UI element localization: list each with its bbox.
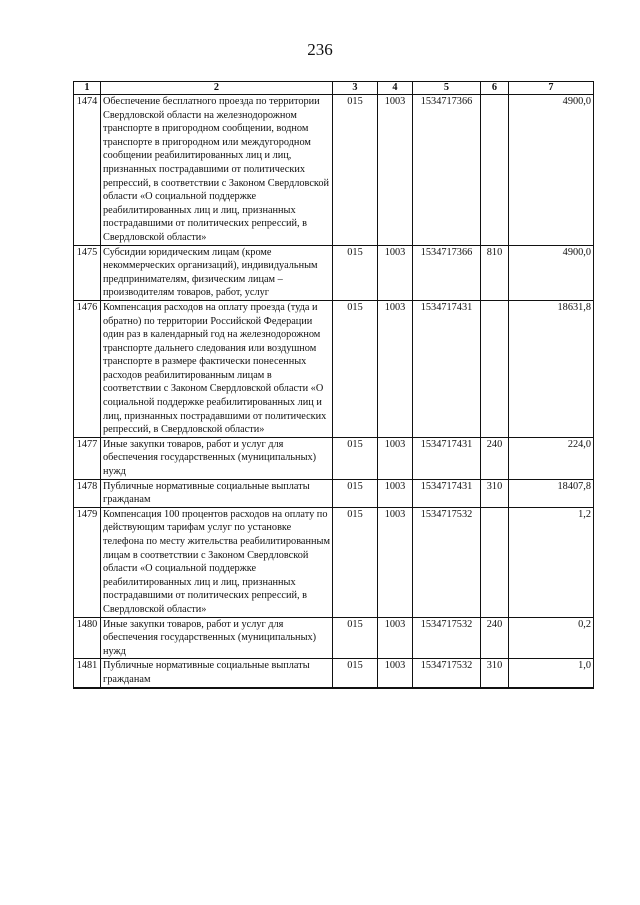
row-ministry-code: 015 bbox=[333, 95, 378, 246]
row-expense-type: 810 bbox=[481, 245, 509, 300]
row-target-code: 1534717431 bbox=[413, 437, 481, 479]
col-header-3: 3 bbox=[333, 82, 378, 95]
row-amount: 4900,0 bbox=[509, 245, 594, 300]
row-name: Обеспечение бесплатного проезда по территории Свердловской области на железнодорожном транспорте в пригородном сообщении, водном транспорте в пригородном или междугородном сообщении реабилитированных лиц и лиц, признанных пострадавшими от политических репрессий, в соответствии с Законом Свердловской области «О социальной поддержке реабилитированных лиц и лиц, признанных пострадавшими от политических репрессий, в Свердловской области» bbox=[101, 95, 333, 246]
col-header-6: 6 bbox=[481, 82, 509, 95]
row-section-code: 1003 bbox=[378, 245, 413, 300]
row-ministry-code: 015 bbox=[333, 437, 378, 479]
row-number: 1481 bbox=[74, 659, 101, 688]
row-amount: 224,0 bbox=[509, 437, 594, 479]
row-amount: 4900,0 bbox=[509, 95, 594, 246]
row-ministry-code: 015 bbox=[333, 617, 378, 659]
row-amount: 0,2 bbox=[509, 617, 594, 659]
row-expense-type bbox=[481, 300, 509, 437]
row-number: 1477 bbox=[74, 437, 101, 479]
row-expense-type: 240 bbox=[481, 617, 509, 659]
row-target-code: 1534717431 bbox=[413, 300, 481, 437]
row-number: 1480 bbox=[74, 617, 101, 659]
table-row bbox=[74, 479, 594, 507]
row-amount: 1,0 bbox=[509, 659, 594, 688]
row-expense-type bbox=[481, 507, 509, 617]
row-name: Публичные нормативные социальные выплаты гражданам bbox=[101, 479, 333, 507]
header-row bbox=[74, 82, 594, 95]
row-expense-type: 310 bbox=[481, 479, 509, 507]
row-name: Публичные нормативные социальные выплаты гражданам bbox=[101, 659, 333, 688]
col-header-4: 4 bbox=[378, 82, 413, 95]
row-section-code: 1003 bbox=[378, 507, 413, 617]
row-target-code: 1534717532 bbox=[413, 617, 481, 659]
table-row bbox=[74, 437, 594, 479]
col-header-2: 2 bbox=[101, 82, 333, 95]
row-ministry-code: 015 bbox=[333, 245, 378, 300]
row-expense-type bbox=[481, 95, 509, 246]
table-row bbox=[74, 245, 594, 300]
row-section-code: 1003 bbox=[378, 617, 413, 659]
row-name: Иные закупки товаров, работ и услуг для обеспечения государственных (муниципальных) нужд bbox=[101, 437, 333, 479]
row-ministry-code: 015 bbox=[333, 659, 378, 688]
row-name: Иные закупки товаров, работ и услуг для обеспечения государственных (муниципальных) нужд bbox=[101, 617, 333, 659]
row-number: 1479 bbox=[74, 507, 101, 617]
col-header-1: 1 bbox=[74, 82, 101, 95]
row-ministry-code: 015 bbox=[333, 507, 378, 617]
row-number: 1475 bbox=[74, 245, 101, 300]
table-row bbox=[74, 95, 594, 246]
row-section-code: 1003 bbox=[378, 437, 413, 479]
row-target-code: 1534717532 bbox=[413, 507, 481, 617]
table-row bbox=[74, 300, 594, 437]
row-section-code: 1003 bbox=[378, 659, 413, 688]
row-expense-type: 310 bbox=[481, 659, 509, 688]
row-number: 1476 bbox=[74, 300, 101, 437]
col-header-7: 7 bbox=[509, 82, 594, 95]
row-number: 1474 bbox=[74, 95, 101, 246]
row-name: Субсидии юридическим лицам (кроме некоммерческих организаций), индивидуальным предпринимателям, физическим лицам – производителям товаров, работ, услуг bbox=[101, 245, 333, 300]
table-row bbox=[74, 659, 594, 688]
col-header-5: 5 bbox=[413, 82, 481, 95]
row-section-code: 1003 bbox=[378, 479, 413, 507]
row-expense-type: 240 bbox=[481, 437, 509, 479]
page-number: 236 bbox=[307, 40, 333, 59]
row-ministry-code: 015 bbox=[333, 479, 378, 507]
table-row bbox=[74, 617, 594, 659]
row-amount: 1,2 bbox=[509, 507, 594, 617]
table-row bbox=[74, 507, 594, 617]
row-amount: 18407,8 bbox=[509, 479, 594, 507]
row-name: Компенсация расходов на оплату проезда (туда и обратно) по территории Российской Федерации один раз в календарный год на железнодорожном транспорте дальнего следования или воздушном транспорте в размере фактически понесенных расходов реабилитированным лицам в соответствии с Законом Свердловской области «О социальной поддержке реабилитированных лиц и лиц, признанных пострадавшими от политических репрессий, в Свердловской области» bbox=[101, 300, 333, 437]
row-number: 1478 bbox=[74, 479, 101, 507]
row-name: Компенсация 100 процентов расходов на оплату по действующим тарифам услуг по установке телефона по месту жительства реабилитированным лицам в соответствии с Законом Свердловской области «О социальной поддержке реабилитированных лиц и лиц, признанных пострадавшими от политических репрессий, в Свердловской области» bbox=[101, 507, 333, 617]
row-amount: 18631,8 bbox=[509, 300, 594, 437]
row-target-code: 1534717366 bbox=[413, 95, 481, 246]
row-section-code: 1003 bbox=[378, 300, 413, 437]
budget-table bbox=[73, 81, 594, 689]
row-target-code: 1534717431 bbox=[413, 479, 481, 507]
row-target-code: 1534717532 bbox=[413, 659, 481, 688]
row-ministry-code: 015 bbox=[333, 300, 378, 437]
row-target-code: 1534717366 bbox=[413, 245, 481, 300]
row-section-code: 1003 bbox=[378, 95, 413, 246]
